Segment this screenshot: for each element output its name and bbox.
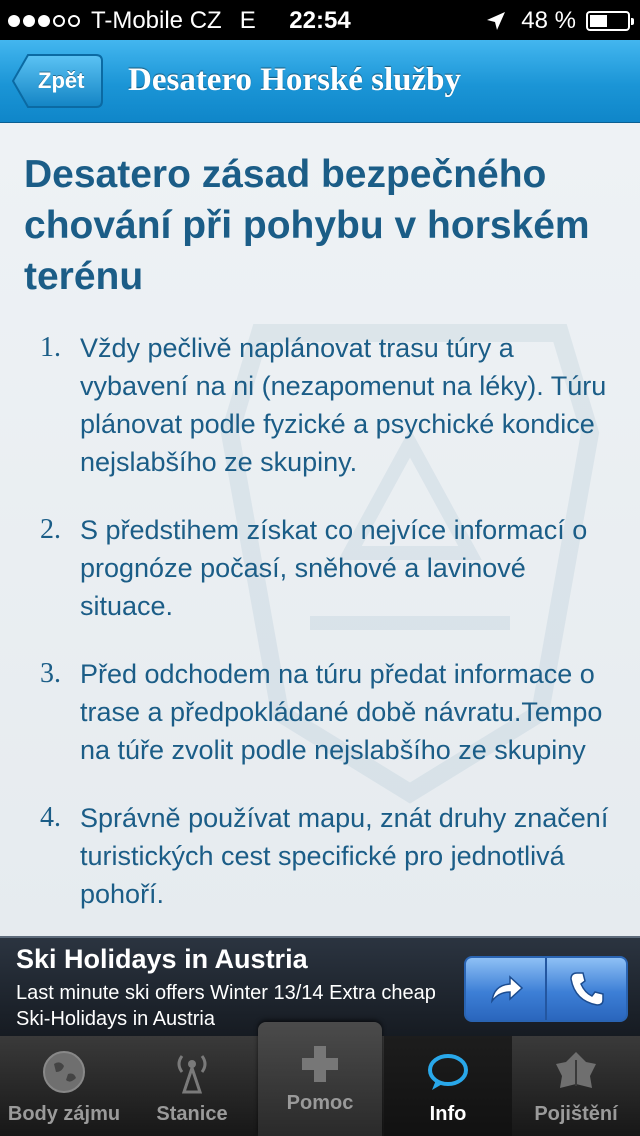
rules-list bbox=[0, 329, 640, 936]
tab-label: Info bbox=[429, 1103, 467, 1125]
tab-label: Pojištění bbox=[534, 1103, 618, 1125]
ad-open-button[interactable] bbox=[466, 958, 545, 1020]
rule-item bbox=[0, 655, 640, 769]
article-heading: Desatero zásad bezpečného chování při pohybu v horském terénu bbox=[24, 153, 590, 298]
back-button-label: Zpět bbox=[38, 68, 85, 93]
rule-item bbox=[0, 511, 640, 625]
battery-percent: 48 % bbox=[521, 7, 576, 34]
ad-actions bbox=[464, 956, 628, 1022]
ad-banner[interactable] bbox=[0, 936, 640, 1036]
status-bar bbox=[0, 0, 640, 40]
plus-icon bbox=[298, 1042, 342, 1086]
content-area[interactable] bbox=[0, 123, 640, 936]
speech-bubble-icon bbox=[426, 1050, 470, 1094]
carrier-name: T-Mobile CZ bbox=[91, 7, 222, 34]
network-type: E bbox=[239, 7, 256, 34]
tab-label: Pomoc bbox=[286, 1092, 354, 1114]
back-button[interactable] bbox=[12, 53, 104, 109]
share-arrow-icon bbox=[486, 969, 526, 1009]
rule-number: 4. bbox=[40, 802, 61, 833]
ad-description: Last minute ski offers Winter 13/14 Extra cheap Ski-Holidays in Austria bbox=[16, 982, 436, 1030]
tab-body-zajmu[interactable] bbox=[0, 1036, 128, 1136]
status-time: 22:54 bbox=[289, 7, 351, 34]
rule-text: S předstihem získat co nejvíce informací o prognóze počasí, sněhové a lavinové situace. bbox=[80, 515, 588, 621]
rule-number: 3. bbox=[40, 658, 61, 689]
signal-strength-icon bbox=[8, 15, 83, 27]
tab-info[interactable] bbox=[384, 1036, 512, 1136]
rule-item bbox=[0, 329, 640, 481]
ad-title: Ski Holidays in Austria bbox=[16, 944, 308, 974]
tab-label: Stanice bbox=[156, 1103, 228, 1125]
location-arrow-icon bbox=[485, 10, 507, 32]
navigation-bar bbox=[0, 40, 640, 123]
rule-text: Vždy pečlivě naplánovat trasu túry a vybavení na ni (nezapomenut na léky). Túru plánovat podle fyzické a psychické kondice nejslabšího ze skupiny. bbox=[80, 333, 607, 477]
tab-label: Body zájmu bbox=[7, 1103, 121, 1125]
rule-text: Správně používat mapu, znát druhy značení turistických cest specifické pro jednotlivá pohoří. bbox=[80, 803, 609, 909]
antenna-icon bbox=[170, 1050, 214, 1094]
tab-pomoc[interactable] bbox=[258, 1022, 382, 1136]
tab-bar bbox=[0, 1036, 640, 1136]
rule-text: Před odchodem na túru předat informace o trase a předpokládané době návratu.Tempo na túře zvolit podle nejslabšího ze skupiny bbox=[80, 659, 603, 765]
ad-call-button[interactable] bbox=[545, 958, 626, 1020]
rule-number: 1. bbox=[40, 332, 61, 363]
tab-stanice[interactable] bbox=[128, 1036, 256, 1136]
globe-icon bbox=[42, 1050, 86, 1094]
battery-icon bbox=[586, 11, 630, 31]
rule-item bbox=[0, 799, 640, 913]
tab-pojisteni[interactable] bbox=[512, 1036, 640, 1136]
leaf-emblem-icon bbox=[554, 1050, 598, 1094]
page-title: Desatero Horské služby bbox=[128, 62, 462, 98]
phone-icon bbox=[567, 969, 607, 1009]
rule-number: 2. bbox=[40, 514, 61, 545]
